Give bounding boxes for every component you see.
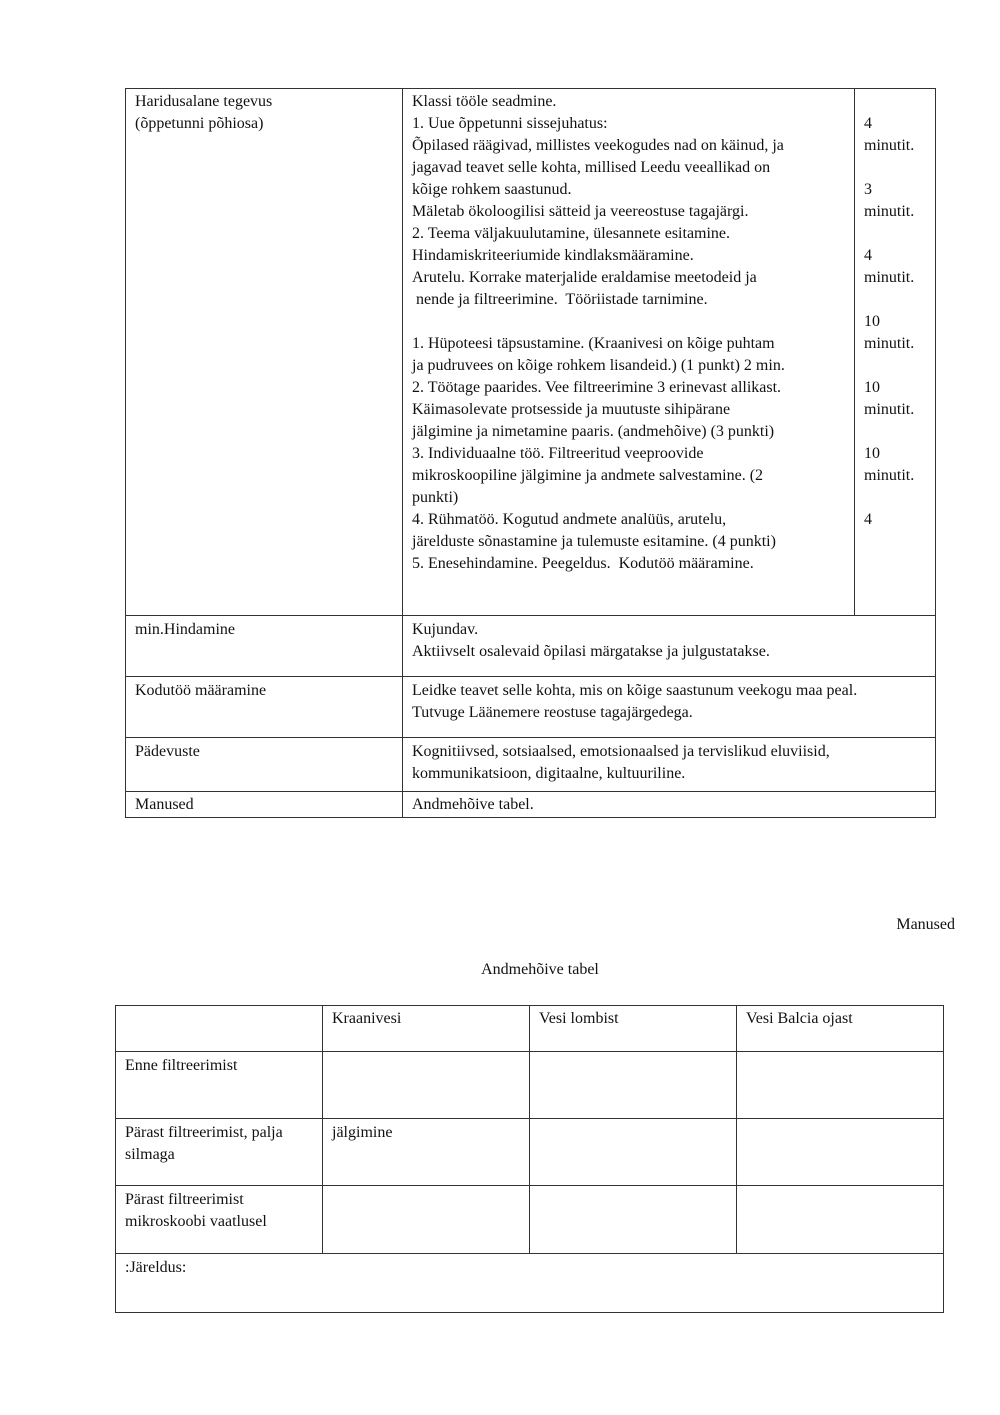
time-line: 10 (864, 379, 880, 396)
activity-line: 1. Uue õppetunni sissejuhatus: (412, 115, 608, 132)
activity-line: jälgimine ja nimetamine paaris. (andmehõive) (3 punkti) (412, 423, 775, 440)
time-line: minutit. (864, 269, 915, 286)
time-line (864, 421, 926, 443)
column-header-label: Kraanivesi (332, 1010, 402, 1027)
row-label-line: Enne filtreerimist (125, 1057, 238, 1074)
homework-line: Leidke teavet selle kohta, mis on kõige saastunum veekogu maa peal. (412, 682, 858, 699)
activity-line: 2. Töötage paarides. Vee filtreerimine 3 erinevast allikast. (412, 379, 782, 396)
competencies-label-cell (125, 737, 403, 792)
main-activity-time-cell (854, 88, 936, 616)
header-empty-cell (115, 1005, 323, 1052)
activity-line: ja pudruvees on kõige rohkem lisandeid.) (1 punkt) 2 min. (412, 357, 785, 374)
time-line: minutit. (864, 203, 915, 220)
column-header-puddle-water (529, 1005, 737, 1052)
time-line: 4 (864, 115, 872, 132)
homework-label: Kodutöö määramine (135, 682, 267, 699)
data-cell (322, 1051, 530, 1119)
activity-line: 3. Individuaalne töö. Filtreeritud veeproovide (412, 445, 704, 462)
attachments-label: Manused (135, 796, 194, 813)
data-cell (736, 1185, 944, 1254)
activity-line: Mäletab ökoloogilisi sätteid ja veereostuse tagajärgi. (412, 203, 749, 220)
data-cell (322, 1185, 530, 1254)
column-header-label: Vesi lombist (539, 1010, 619, 1027)
appendix-heading: Manused (896, 916, 955, 933)
activity-line: 2. Teema väljakuulutamine, ülesannete esitamine. (412, 225, 731, 242)
assessment-content-cell (402, 615, 936, 677)
homework-label-cell (125, 676, 403, 738)
column-header-label: Vesi Balcia ojast (746, 1010, 853, 1027)
activity-line: Hindamiskriteeriumide kindlaksmääramine. (412, 247, 694, 264)
homework-line: Tutvuge Läänemere reostuse tagajärgedega. (412, 704, 693, 721)
time-line: minutit. (864, 335, 915, 352)
time-line (864, 157, 926, 179)
time-line (864, 91, 926, 113)
activity-line: nende ja filtreerimine. Tööriistade tarnimine. (412, 291, 708, 308)
data-cell (736, 1051, 944, 1119)
main-activity-label-line: Haridusalane tegevus (135, 93, 273, 110)
activity-line: Klassi tööle seadmine. (412, 93, 557, 110)
row-label-after-filtering-naked-eye (115, 1118, 323, 1186)
time-line: minutit. (864, 401, 915, 418)
data-table-title: Andmehõive tabel (481, 961, 599, 978)
time-line: 4 (864, 247, 872, 264)
main-activity-content-cell (402, 88, 855, 616)
row-label-after-filtering-microscope (115, 1185, 323, 1254)
time-line (864, 487, 926, 509)
main-activity-label-cell (125, 88, 403, 616)
data-cell (529, 1185, 737, 1254)
data-cell (529, 1118, 737, 1186)
activity-line: 5. Enesehindamine. Peegeldus. Kodutöö määramine. (412, 555, 754, 572)
data-cell (529, 1051, 737, 1119)
row-label-line: silmaga (125, 1146, 175, 1163)
activity-line (412, 311, 845, 333)
activity-line: 1. Hüpoteesi täpsustamine. (Kraanivesi on kõige puhtam (412, 335, 775, 352)
time-line (864, 223, 926, 245)
attachments-label-cell (125, 791, 403, 818)
row-label-before-filtering (115, 1051, 323, 1119)
competencies-content-cell (402, 737, 936, 792)
row-label-line: Pärast filtreerimist (125, 1191, 244, 1208)
column-header-tap-water (322, 1005, 530, 1052)
activity-line: Õpilased räägivad, millistes veekogudes nad on käinud, ja (412, 137, 784, 154)
activity-line: Arutelu. Korrake materjalide eraldamise meetodeid ja (412, 269, 757, 286)
assessment-line: Kujundav. (412, 621, 479, 638)
activity-line: järelduste sõnastamine ja tulemuste esitamine. (4 punkti) (412, 533, 776, 550)
data-cell (322, 1118, 530, 1186)
activity-line: jagavad teavet selle kohta, millised Leedu veeallikad on (412, 159, 771, 176)
assessment-label-cell (125, 615, 403, 677)
data-cell (736, 1118, 944, 1186)
assessment-label: min.Hindamine (135, 621, 235, 638)
activity-line: mikroskoopiline jälgimine ja andmete salvestamine. (2 (412, 467, 764, 484)
activity-line: Käimasolevate protsesside ja muutuste sihipärane (412, 401, 731, 418)
time-line: 3 (864, 181, 872, 198)
data-cell-value: jälgimine (332, 1124, 393, 1141)
time-line (864, 355, 926, 377)
attachments-content-cell (402, 791, 936, 818)
main-activity-label-line: (õppetunni põhiosa) (135, 115, 264, 132)
row-label-line: Pärast filtreerimist, palja (125, 1124, 283, 1141)
conclusion-label: :Järeldus: (125, 1259, 187, 1276)
conclusion-cell (115, 1253, 944, 1313)
lesson-plan-table (125, 88, 936, 818)
competencies-line: kommunikatsioon, digitaalne, kultuuriline. (412, 765, 686, 782)
time-line: minutit. (864, 467, 915, 484)
attachments-content: Andmehõive tabel. (412, 796, 534, 813)
row-label-line: mikroskoobi vaatlusel (125, 1213, 267, 1230)
time-line: minutit. (864, 137, 915, 154)
column-header-stream-water (736, 1005, 944, 1052)
competencies-label: Pädevuste (135, 743, 200, 760)
time-line: 10 (864, 445, 880, 462)
time-line (864, 289, 926, 311)
activity-line: kõige rohkem saastunud. (412, 181, 572, 198)
data-capture-table (115, 1005, 944, 1313)
activity-line: 4. Rühmatöö. Kogutud andmete analüüs, arutelu, (412, 511, 727, 528)
homework-content-cell (402, 676, 936, 738)
time-line: 4 (864, 511, 872, 528)
time-line: 10 (864, 313, 880, 330)
competencies-line: Kognitiivsed, sotsiaalsed, emotsionaalsed ja tervislikud eluviisid, (412, 743, 830, 760)
assessment-line: Aktiivselt osalevaid õpilasi märgatakse ja julgustatakse. (412, 643, 770, 660)
activity-line: punkti) (412, 489, 459, 506)
